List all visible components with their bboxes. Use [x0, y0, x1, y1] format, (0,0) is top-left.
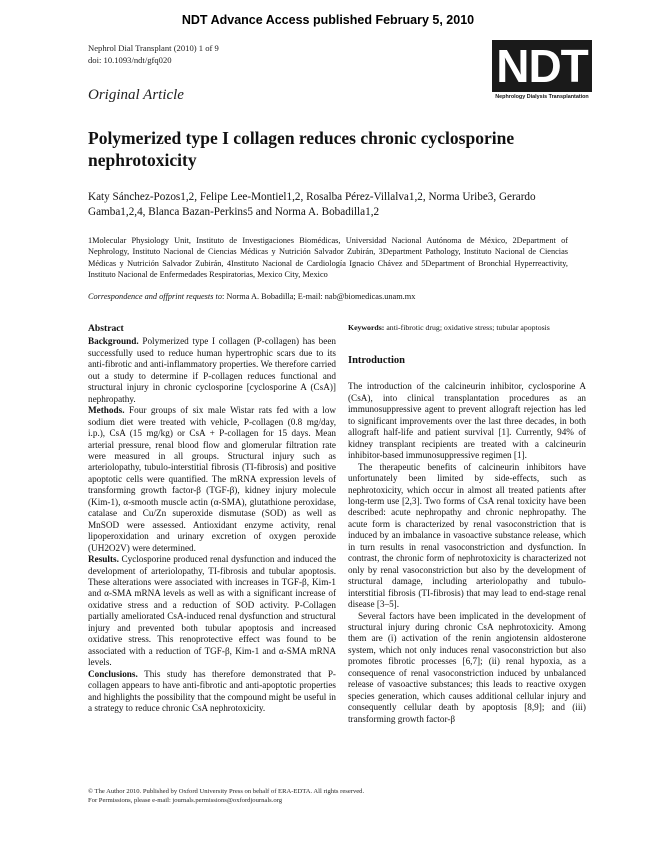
background-label: Background. [88, 336, 139, 347]
correspondence-text: : Norma A. Bobadilla; E-mail: nab@biomedicas.unam.mx [221, 292, 416, 301]
advance-access-banner: NDT Advance Access published February 5, 2010 [181, 13, 475, 27]
keywords-text: anti-fibrotic drug; oxidative stress; tubular apoptosis [384, 323, 550, 332]
intro-paragraph: Several factors have been implicated in the development of structural injury during chronic CsA nephrotoxicity. Among them are (i) activation of the renin angiotensin aldosterone system, which not only induces renal vasoconstriction but also promotes fibrotic processes [6,7]; (ii) renal hypoxia, as a consequence of renal vasoconstriction induced by unbalanced release of vasoactive substances; this leads to reactive oxygen species generation, which causes additional cellular injury and consequently cellular death by apoptosis [8,9]; and (iii) transforming growth factor-β [348, 610, 586, 724]
results-text: Cyclosporine produced renal dysfunction and induced the development of arteriolopathy, TI-fibrosis and tubular apoptosis. These alterations were associated with increases in TGF-β, Kim-1 and α-SMA mRNA levels as well as with a significant increase of oxidative stress and a reduction of SOD activity. P-Collagen partially ameliorated CsA-induced renal dysfunction and structural injury and prevented both tubular apoptosis and increased oxidative stress. This renoprotective effect was found to be associated with a reduction of TGF-β, Kim-1 and α-SMA mRNA levels. [88, 554, 336, 668]
author-list: Katy Sánchez-Pozos1,2, Felipe Lee-Montiel1,2, Rosalba Pérez-Villalva1,2, Norma Uribe3, Gerardo Gamba1,2,4, Blanca Bazan-Perkins5 and Norma A. Bobadilla1,2 [88, 191, 536, 218]
abstract-background [88, 336, 336, 405]
intro-paragraph: The introduction of the calcineurin inhibitor, cyclosporine A (CsA), into clinical transplantation procedures as an immunosuppressive agent to prevent allograft rejection has led to significant improvements over the last three decades, in both allograft half-life and patient survival [1]. Currently, 94% of kidney transplant recipients are treated with a calcineurin inhibitor-based immunosuppressive regimen [1]. [348, 381, 586, 461]
abstract-column [88, 323, 336, 714]
article-title: Polymerized type I collagen reduces chronic cyclosporine nephrotoxicity [88, 128, 515, 170]
journal-citation-block [88, 42, 219, 66]
abstract-methods [88, 405, 336, 554]
affiliations: 1Molecular Physiology Unit, Instituto de Investigaciones Biomédicas, Universidad Nacional Autónoma de México, 2Department of Nephrology, Instituto Nacional de Ciencias Médicas y Nutrición Salvador Zubirán, 3Department Pathology, Instituto Nacional de Ciencias Médicas y Nutrición Salvador Zubirán, 4Instituto Nacional de Cardiología Ignacio Chávez and 5Department of Bronchial Hyperreactivity, Instituto Nacional de Enfermedades Respiratorias, Mexico City, Mexico [88, 236, 568, 279]
keywords [348, 323, 586, 333]
methods-text: Four groups of six male Wistar rats fed with a low sodium diet were treated with vehicle, P-collagen (0.8 mg/day, i.p.), CsA (15 mg/kg) or CsA + P-collagen for 15 days. Mean arterial pressure, renal blood flow and glomerular filtration rate were measured in all groups. Structural injury such as arteriolopathy, tubulo-interstitial fibrosis (TI-fibrosis) and positive apoptotic cells were quantified. The mRNA expression levels of transforming growth factor-β (TGF-β), kidney injury molecule (Kim-1), α-smooth muscle actin (α-SMA), glutathione peroxidase, catalase and Cu/Zn superoxide dismutase (SOD) as well as MnSOD were assessed. Antioxidant enzyme activity, renal lipoperoxidation and urinary excretion of oxygen peroxide (UH2O2V) were determined. [88, 405, 336, 553]
methods-label: Methods. [88, 405, 125, 416]
ndt-logo-text: NDT [492, 40, 592, 92]
right-column [348, 323, 586, 725]
permissions-line: For Permissions, please e-mail: journals.permissions@oxfordjournals.org [88, 797, 283, 804]
correspondence [88, 291, 568, 302]
background-text: Polymerized type I collagen (P-collagen) has been successfully used to reduce human hypertrophic scars due to its anti-fibrotic and anti-inflammatory properties. We therefore carried out a study to determine if P-collagen reduces functional and structural injury in chronic cyclosporine [cyclosporine A (CsA)] nephropathy. [88, 336, 336, 404]
keywords-label: Keywords: [348, 323, 385, 332]
article-type: Original Article [88, 87, 184, 103]
journal-citation: Nephrol Dial Transplant (2010) 1 of 9 [88, 43, 219, 53]
conclusions-text: This study has therefore demonstrated that P-collagen appears to have anti-fibrotic and anti-apoptotic properties and highlights the possibility that the compound might be useful in a strategy to reduce chronic CsA nephrotoxicity. [88, 668, 336, 713]
correspondence-label: Correspondence and offprint requests to [88, 292, 222, 301]
results-label: Results. [88, 554, 119, 565]
journal-doi: doi: 10.1093/ndt/gfq020 [88, 55, 172, 65]
abstract-conclusions [88, 669, 336, 715]
conclusions-label: Conclusions. [88, 668, 138, 679]
page-footer [88, 787, 568, 805]
ndt-logo-subtitle: Nephrology Dialysis Transplantation [495, 94, 589, 100]
abstract-results [88, 554, 336, 669]
introduction-heading: Introduction [348, 355, 405, 366]
intro-paragraph: The therapeutic benefits of calcineurin inhibitors have unfortunately been limited by side-effects, such as nephrotoxicity, which occur in almost all treated patients after long-term use [2,3]. Two forms of CsA renal toxicity have been described: acute nephropathy and chronic nephropathy. The acute form is characterized by renal vasoconstriction that is induced by an imbalance in vasoactive substance release, which in turn results in renal vasoconstriction and dysfunction. In contrast, the chronic form of nephrotoxicity is characterized not only by renal vasoconstriction but also by the development of structural damage, including arteriolopathy and tubulo-interstitial fibrosis (TI-fibrosis) that may lead to end-stage renal disease [3–5]. [348, 461, 586, 610]
ndt-logo [492, 40, 592, 100]
abstract-heading: Abstract [88, 323, 124, 334]
copyright-line: © The Author 2010. Published by Oxford University Press on behalf of ERA-EDTA. All rights reserved. [88, 788, 365, 795]
